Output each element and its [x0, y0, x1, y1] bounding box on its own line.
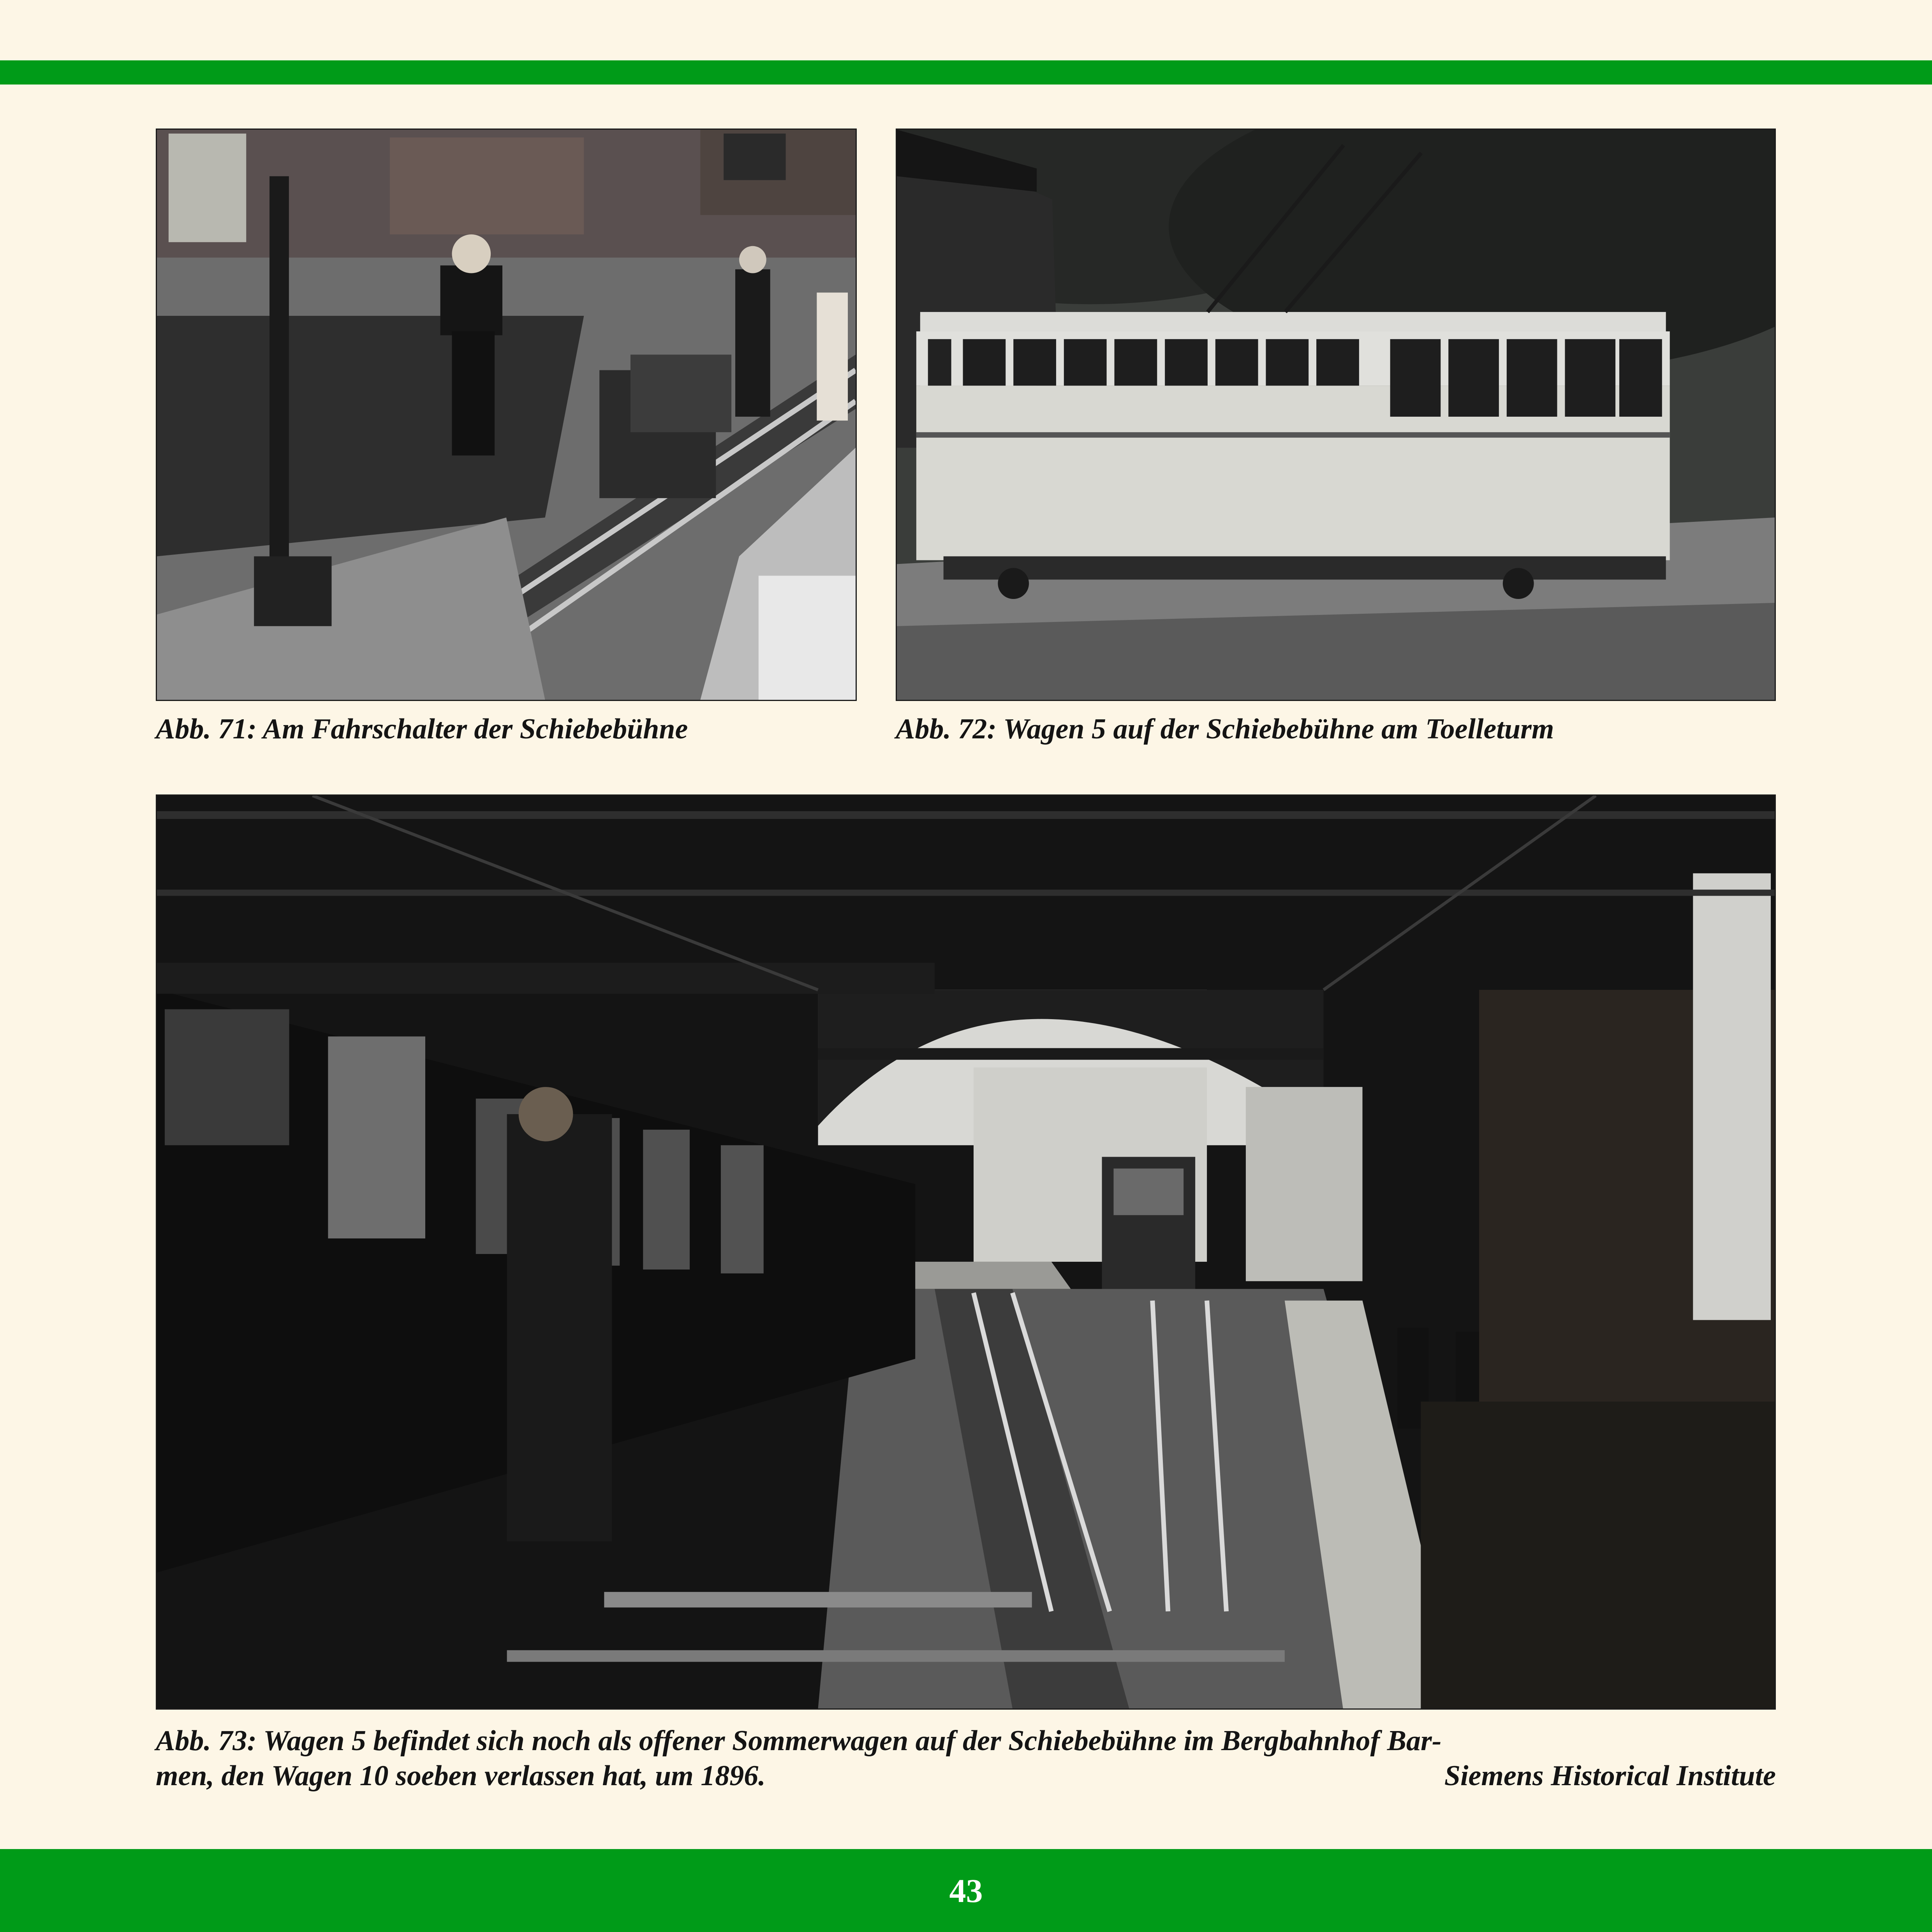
photo-fahrschalter: [156, 129, 857, 701]
photo-credit: Siemens Historical Institute: [1444, 1760, 1776, 1792]
photo-wagen-5-toelleturm: [896, 129, 1776, 701]
top-green-band: [0, 60, 1932, 85]
caption-abb-73-line-2: men, den Wagen 10 soeben verlassen hat, um 1896.: [156, 1760, 766, 1792]
caption-line-2: [156, 1758, 1776, 1793]
caption-abb-73-line-1: Abb. 73: Wagen 5 befindet sich noch als offener Sommerwagen auf der Schiebebühne im Bergbahnhof Bar-: [156, 1725, 1442, 1757]
caption-abb-71: Abb. 71: Am Fahrschalter der Schiebebühne: [156, 713, 688, 745]
caption-abb-73: [156, 1723, 1776, 1793]
caption-line-1: [156, 1723, 1776, 1758]
caption-abb-72: Abb. 72: Wagen 5 auf der Schiebebühne am Toelleturm: [896, 713, 1554, 745]
photo-bergbahnhof-barmen: [156, 794, 1776, 1710]
page-number: 43: [949, 1872, 983, 1909]
